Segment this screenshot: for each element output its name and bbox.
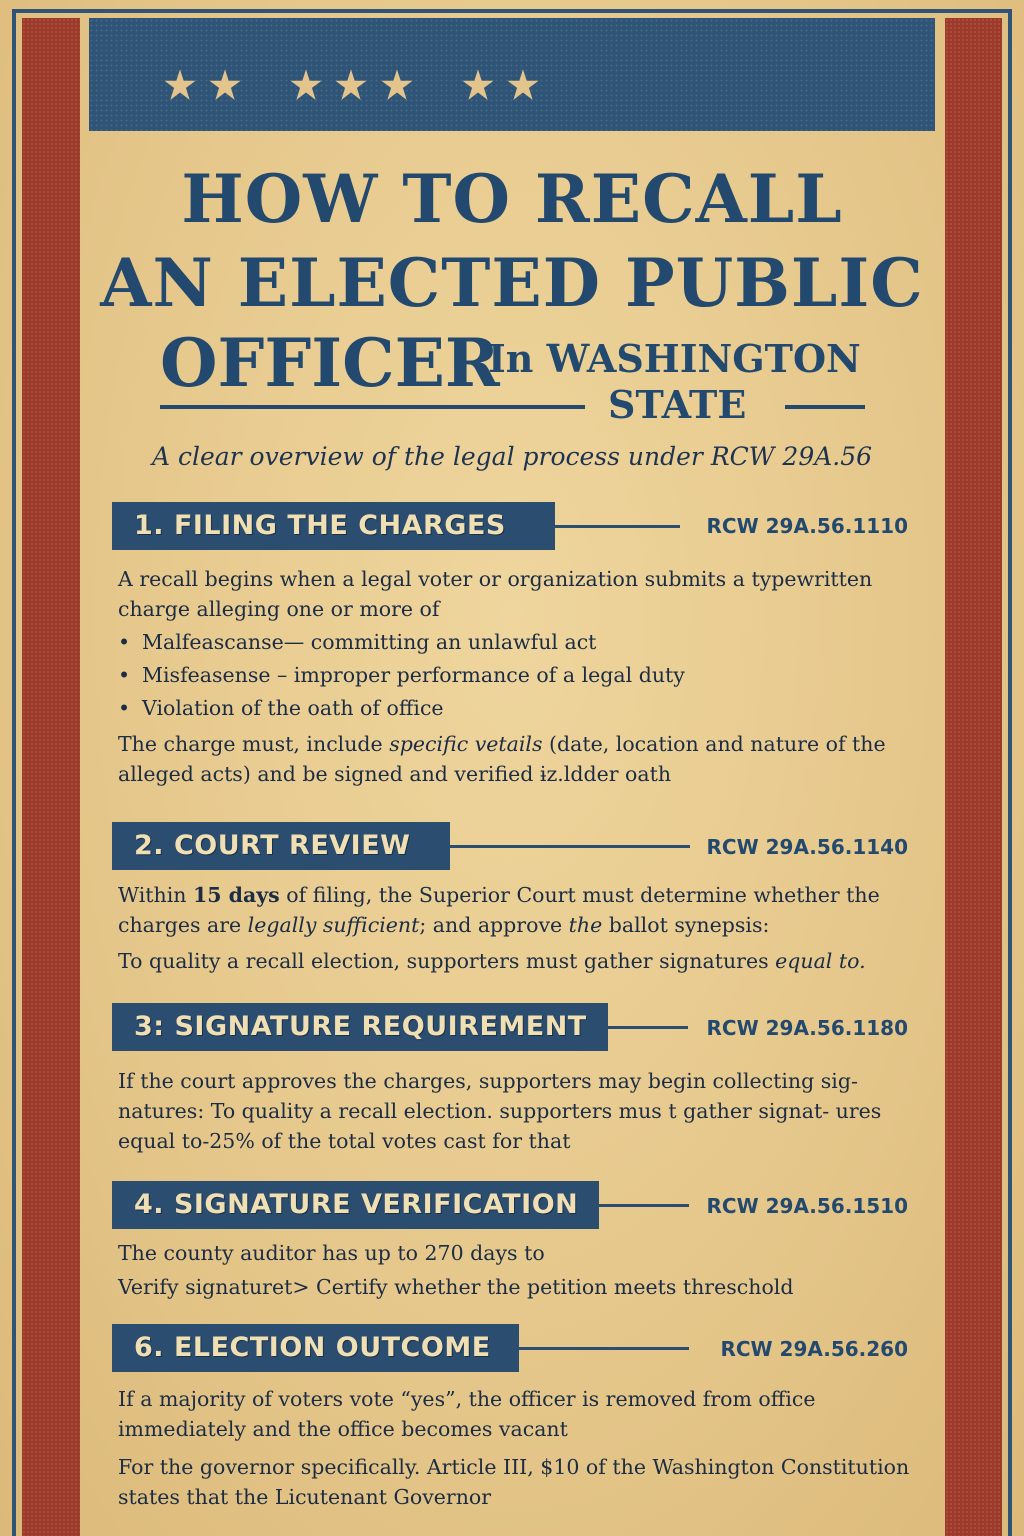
frame-line-left <box>12 9 16 1536</box>
section-6-rcw: RCW 29A.56.260 <box>720 1337 908 1361</box>
section-1-rcw: RCW 29A.56.1110 <box>706 514 908 538</box>
title-divider-left <box>160 405 585 409</box>
list-item: • Misfeasense – improper performance of a legal duty <box>118 660 918 690</box>
star-icon <box>506 68 540 102</box>
title-divider-right <box>785 405 865 409</box>
star-icon <box>289 68 323 102</box>
section-4-rcw: RCW 29A.56.1510 <box>706 1194 908 1218</box>
section-6-heading: 6. ELECTION OUTCOME <box>112 1324 519 1372</box>
title-line-3-large: OFFICER <box>160 324 500 402</box>
section-4-connector <box>599 1204 689 1207</box>
section-6-connector <box>519 1347 689 1350</box>
section-4-line-2: Verify signaturet> Certify whether the petition meets threschold <box>118 1275 794 1299</box>
title-line-1: HOW TO RECALL <box>181 160 843 238</box>
right-red-stripe <box>945 18 1002 1536</box>
list-item: • Malfeascanse— committing an unlawful act <box>118 627 918 657</box>
section-2-rcw: RCW 29A.56.1140 <box>706 835 908 859</box>
section-3-heading: 3: SIGNATURE REQUIREMENT <box>112 1003 608 1051</box>
subtitle: A clear overview of the legal process under RCW 29A.56 <box>151 442 873 471</box>
section-6-paragraph-2: For the governor specifically. Article III, $10 of the Washington Constitution states that the Licutenant Governor <box>118 1455 910 1509</box>
title-line-2: AN ELECTED PUBLIC <box>100 244 924 322</box>
star-icon <box>380 68 414 102</box>
section-6-paragraph-1: If a majority of voters vote “yes”, the officer is removed from office immediately and the office becomes vacant <box>118 1387 816 1441</box>
star-icon <box>208 68 242 102</box>
section-3-body: If the court approves the charges, supporters may begin collecting sig- natures: To quality a recall election. supporters mus t gather signat- ures equal to-25% of the total votes cast for that <box>118 1069 882 1153</box>
left-red-stripe <box>22 18 80 1536</box>
section-4-body <box>118 1238 918 1302</box>
list-item: • Violation of the oath of office <box>118 693 918 723</box>
section-2-paragraph-1: Within 15 days of filing, the Superior Court must determine whether the charges are legally sufficient; and approve the ballot synepsis: <box>118 883 880 937</box>
title-state: STATE <box>608 382 747 427</box>
section-4-line-1: The county auditor has up to 270 days to <box>118 1241 545 1265</box>
star-icon <box>334 68 368 102</box>
frame-line-top <box>12 9 1012 13</box>
section-2-heading: 2. COURT REVIEW <box>112 822 450 870</box>
section-6-body <box>118 1384 918 1512</box>
section-1-closing: The charge must, include specific vetails (date, location and nature of the alleged acts) and be signed and verified ɨz.ldder oath <box>118 732 886 786</box>
bullet-icon: • <box>118 663 131 687</box>
bullet-icon: • <box>118 696 131 720</box>
section-4-heading: 4. SIGNATURE VERIFICATION <box>112 1181 599 1229</box>
section-3-connector <box>608 1026 688 1029</box>
section-1-body <box>118 564 918 789</box>
section-2-body <box>118 880 918 976</box>
star-icon <box>461 68 495 102</box>
section-1-heading: 1. FILING THE CHARGES <box>112 502 555 550</box>
section-3-rcw: RCW 29A.56.1180 <box>706 1016 908 1040</box>
section-1-connector <box>555 525 680 528</box>
bullet-icon: • <box>118 630 131 654</box>
star-icon <box>163 68 197 102</box>
section-1-intro: A recall begins when a legal voter or organization submits a typewritten charge alleging one or more of <box>118 567 873 621</box>
section-2-paragraph-2: To quality a recall election, supporters must gather signatures equal to. <box>118 949 866 973</box>
frame-line-right <box>1008 9 1012 1536</box>
star-banner <box>89 18 935 131</box>
section-2-connector <box>450 845 690 848</box>
title-line-3-small: In WASHINGTON <box>488 336 861 381</box>
